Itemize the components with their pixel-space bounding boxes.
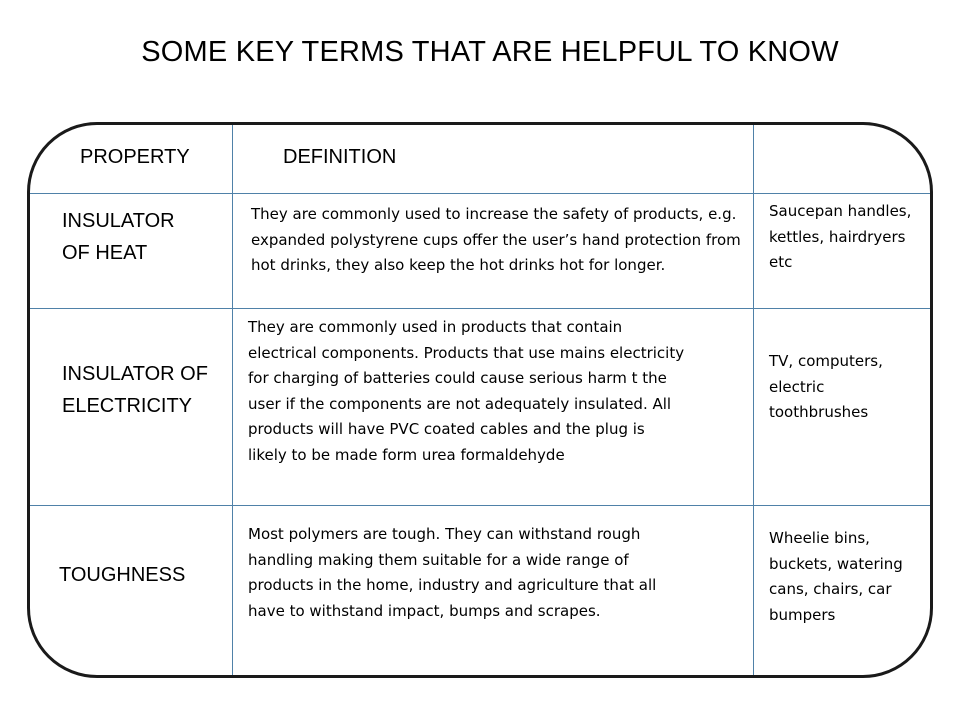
column-divider <box>753 125 754 675</box>
row-divider <box>30 193 930 194</box>
row-property-insulator-electricity: INSULATOR OF ELECTRICITY <box>62 363 208 417</box>
key-terms-table <box>27 122 933 678</box>
row-definition-insulator-heat: They are commonly used to increase the safety of products, e.g. expanded polystyrene cups offer the user’s hand protection from hot drinks, they also keep the hot drinks hot for longer. <box>251 205 741 274</box>
column-divider <box>232 125 233 675</box>
row-definition-toughness: Most polymers are tough. They can withstand rough handling making them suitable for a wide range of products in the home, industry and agriculture that all have to withstand impact, bumps and scrapes. <box>248 525 657 620</box>
row-examples-insulator-electricity: TV, computers, electric toothbrushes <box>769 352 883 421</box>
row-property-insulator-heat: INSULATOR OF HEAT <box>62 210 175 264</box>
row-property-toughness: TOUGHNESS <box>59 564 186 586</box>
page-title: SOME KEY TERMS THAT ARE HELPFUL TO KNOW <box>141 36 839 68</box>
row-examples-insulator-heat: Saucepan handles, kettles, hairdryers etc <box>769 202 912 271</box>
row-definition-insulator-electricity: They are commonly used in products that contain electrical components. Products that use mains electricity for charging of batteries could cause serious harm t the user if the components are not adequately insulated. All products will have PVC coated cables and the plug is likely to be made form urea formaldehyde <box>248 318 685 464</box>
row-divider <box>30 308 930 309</box>
row-examples-toughness: Wheelie bins, buckets, watering cans, chairs, car bumpers <box>769 529 903 624</box>
header-property: PROPERTY <box>80 146 190 168</box>
header-definition: DEFINITION <box>283 146 397 168</box>
row-divider <box>30 505 930 506</box>
